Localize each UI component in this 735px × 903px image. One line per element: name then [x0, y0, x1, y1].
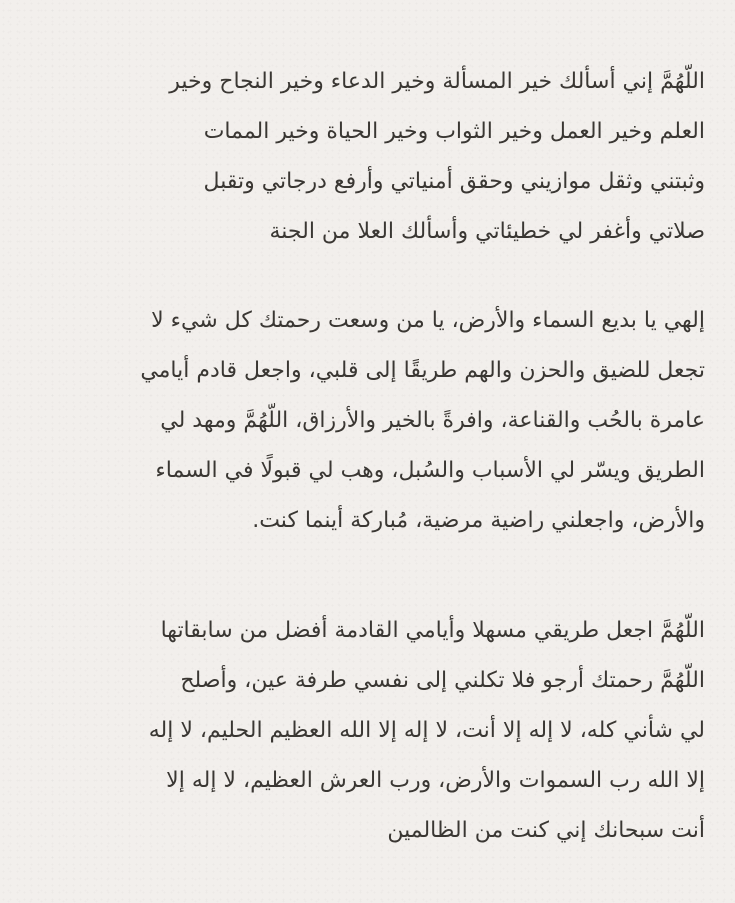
text-line: اللّهُمَّ اجعل طريقي مسهلا وأيامي القادمة أفضل من سابقاتها: [160, 618, 705, 643]
text-line: عامرة بالحُب والقناعة، وافرةً بالخير والأرزاق، اللّهُمَّ ومهد لي: [160, 408, 705, 433]
text-line: تجعل للضيق والحزن والهم طريقًا إلى قلبي، واجعل قادم أيامي: [140, 358, 705, 383]
paragraph-2: [60, 296, 705, 546]
text-line: والأرض، واجعلني راضية مرضية، مُباركة أينما كنت.: [252, 508, 705, 533]
text-line: العلم وخير العمل وخير الثواب وخير الحياة وخير الممات: [203, 119, 705, 144]
text-line: اللّهُمَّ رحمتك أرجو فلا تكلني إلى نفسي طرفة عين، وأصلح: [180, 668, 705, 693]
text-line: الطريق ويسّر لي الأسباب والسُبل، وهب لي قبولًا في السماء: [155, 458, 705, 483]
text-line: لي شأني كله، لا إله إلا أنت، لا إله إلا الله العظيم الحليم، لا إله: [148, 718, 705, 743]
text-line: صلاتي وأغفر لي خطيئاتي وأسألك العلا من الجنة: [269, 219, 705, 244]
paragraph-1: [95, 57, 705, 257]
paragraph-3: [60, 606, 705, 856]
text-line: إلهي يا بديع السماء والأرض، يا من وسعت رحمتك كل شيء لا: [151, 308, 705, 333]
text-line: وثبتني وثقل موازيني وحقق أمنياتي وأرفع درجاتي وتقبل: [203, 169, 705, 194]
text-line: اللّهُمَّ إني أسألك خير المسألة وخير الدعاء وخير النجاح وخير: [169, 69, 705, 94]
text-line: أنت سبحانك إني كنت من الظالمين: [387, 818, 705, 843]
text-line: إلا الله رب السموات والأرض، ورب العرش العظيم، لا إله إلا: [166, 768, 705, 793]
